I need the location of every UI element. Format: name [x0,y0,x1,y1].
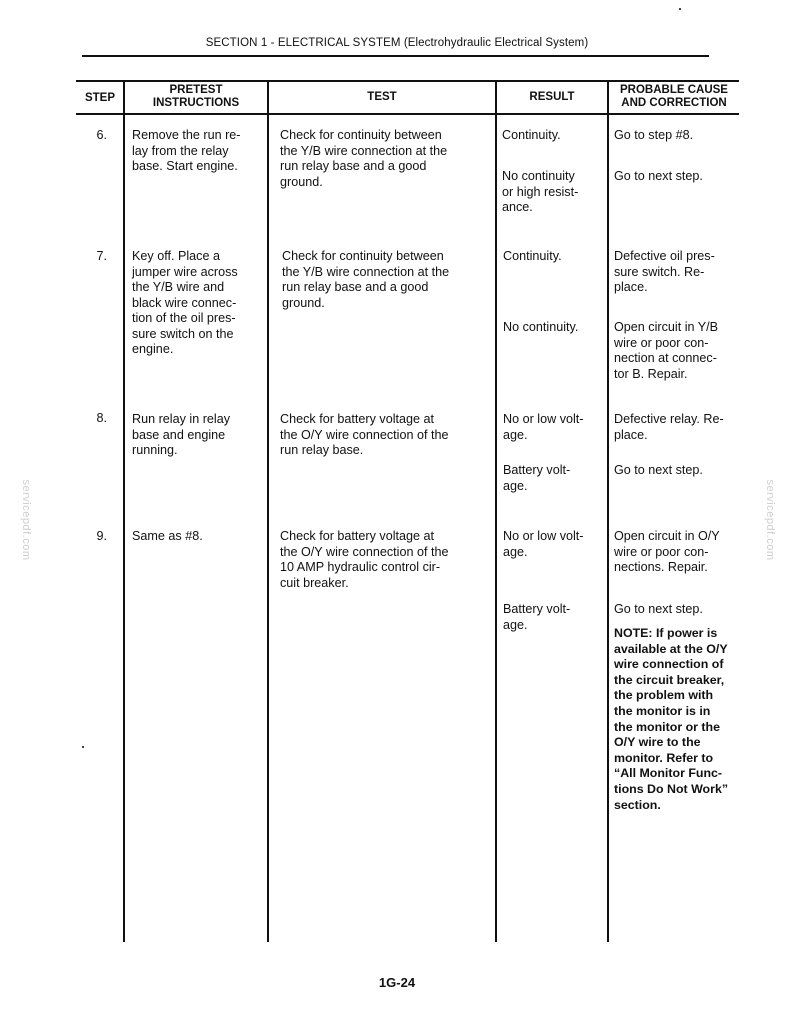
speck-top-right [679,8,681,10]
row-6-result-1: Continuity. [502,128,561,142]
column-header-cause: PROBABLE CAUSE AND CORRECTION [620,84,728,109]
column-header-step: STEP [84,92,116,104]
row-9-pretest: Same as #8. [132,529,203,543]
row-9-cause-1: Open circuit in O/Y wire or poor con- nections. Repair. [614,529,720,574]
speck-left [82,746,84,748]
row-7-result-1: Continuity. [503,249,562,263]
row-6-result-2: No continuity or high resist- ance. [502,169,579,214]
row-8-test: Check for battery voltage at the O/Y wire connection of the run relay base. [280,412,449,457]
table-divider-3 [495,80,497,942]
header-rule [82,55,709,57]
table-row-step-6: 6. [96,128,107,142]
table-row-step-7: 7. [96,249,107,263]
row-8-result-2: Battery volt- age. [503,463,571,493]
row-6-cause-1: Go to step #8. [614,128,694,142]
row-6-pretest: Remove the run re- lay from the relay base. Start engine. [132,128,241,173]
row-8-result-1: No or low volt- age. [503,412,584,442]
row-7-test: Check for continuity between the Y/B wire connection at the run relay base and a good ground. [282,249,450,310]
table-top-rule [76,80,739,82]
row-7-result-2: No continuity. [503,320,579,334]
row-7-cause-1: Defective oil pres- sure switch. Re- place. [614,249,715,294]
row-9-test: Check for battery voltage at the O/Y wire connection of the 10 AMP hydraulic control cir- cuit breaker. [280,529,449,590]
row-9-cause-2: Go to next step. [614,602,703,616]
table-divider-2 [267,80,269,942]
table-header-rule [76,113,739,115]
column-header-pretest: PRETEST INSTRUCTIONS [152,84,240,109]
row-8-cause-1: Defective relay. Re- place. [614,412,724,442]
row-9-note: NOTE: If power is available at the O/Y wire connection of the circuit breaker, the problem with the monitor is in the monitor or the O/Y wire to the monitor. Refer to “All Monitor Func- tions Do Not Work” section. [614,626,729,812]
column-header-test: TEST [367,91,397,103]
watermark-right: servicepdf.com [764,479,776,561]
row-6-cause-2: Go to next step. [614,169,703,183]
page-header-title: SECTION 1 - ELECTRICAL SYSTEM (Electrohydraulic Electrical System) [205,37,589,49]
row-8-pretest: Run relay in relay base and engine running. [132,412,230,457]
table-divider-1 [123,80,125,942]
watermark-left: servicepdf.com [20,479,32,561]
row-7-cause-2: Open circuit in Y/B wire or poor con- nection at connec- tor B. Repair. [614,320,719,381]
page-number: 1G-24 [378,975,416,990]
row-7-pretest: Key off. Place a jumper wire across the Y/B wire and black wire connec- tion of the oil pres- sure switch on the engine. [132,249,238,356]
column-header-result: RESULT [529,91,575,103]
row-6-test: Check for continuity between the Y/B wire connection at the run relay base and a good ground. [280,128,448,189]
row-9-result-1: No or low volt- age. [503,529,584,559]
row-8-cause-2: Go to next step. [614,463,703,477]
row-9-result-2: Battery volt- age. [503,602,571,632]
table-row-step-8: 8. [96,411,107,425]
table-divider-4 [607,80,609,942]
table-row-step-9: 9. [96,529,107,543]
